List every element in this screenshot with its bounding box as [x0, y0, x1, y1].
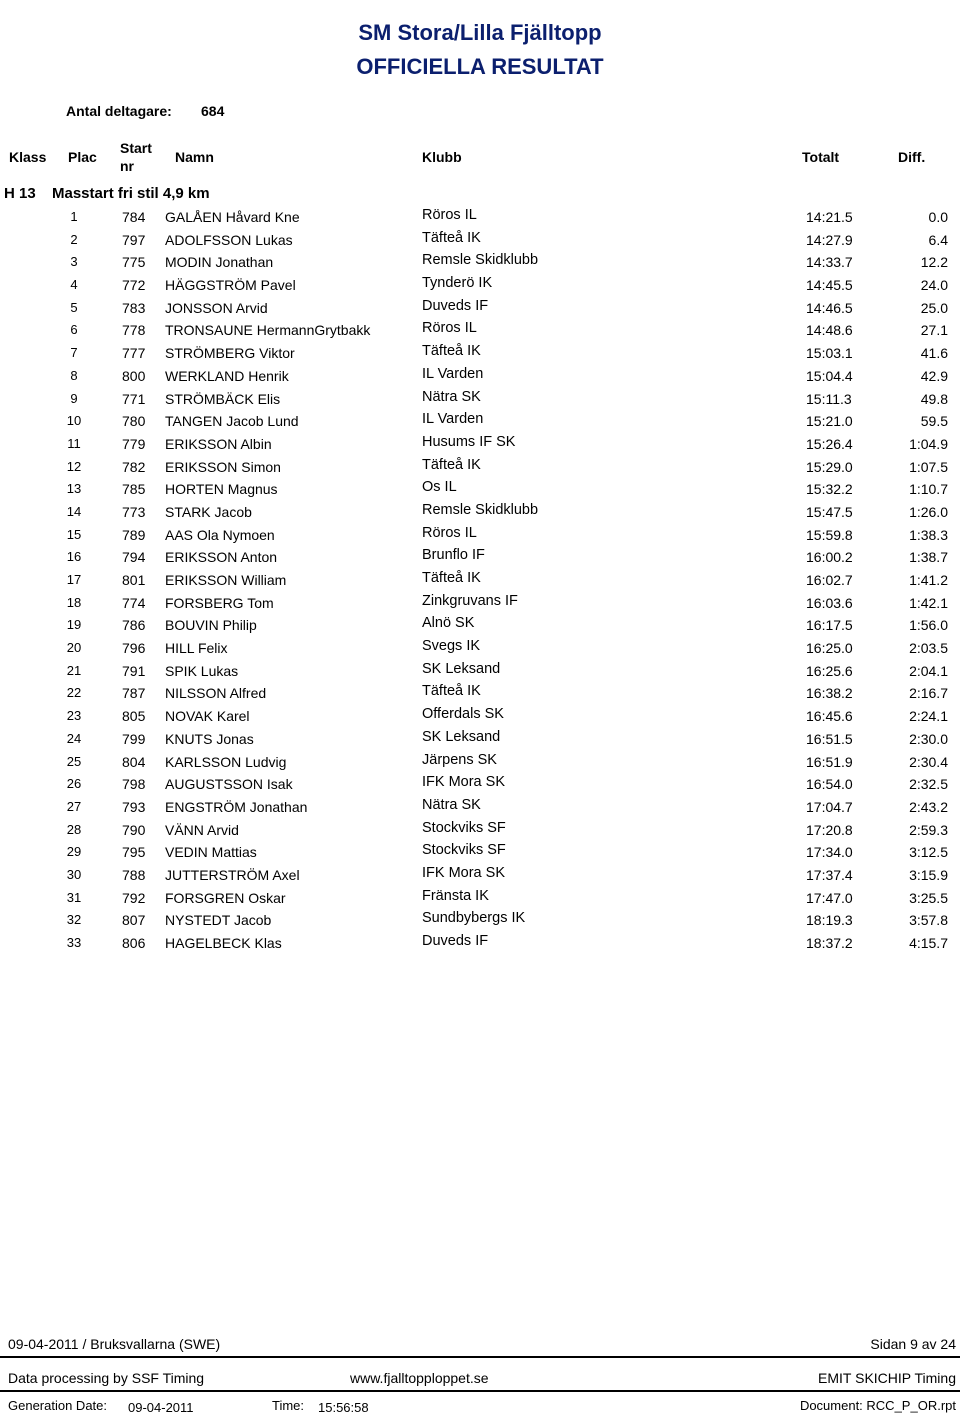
- placement: 33: [66, 935, 82, 950]
- result-row: [0, 342, 960, 365]
- athlete-name: AAS Ola Nymoen: [165, 526, 275, 543]
- placement: 32: [66, 912, 82, 928]
- start-number: 789: [122, 526, 146, 543]
- time-diff: 1:38.3: [909, 526, 948, 543]
- placement: 27: [66, 798, 82, 814]
- time-diff: 3:25.5: [909, 889, 948, 906]
- athlete-name: NOVAK Karel: [165, 708, 250, 725]
- club-name: Täfteå IK: [422, 456, 481, 473]
- result-row: [0, 637, 960, 660]
- result-row: [0, 365, 960, 388]
- total-time: 16:38.2: [806, 685, 853, 702]
- club-name: Offerdals SK: [422, 706, 504, 723]
- start-number: 798: [122, 776, 146, 793]
- total-time: 14:21.5: [806, 209, 853, 225]
- start-number: 778: [122, 322, 146, 339]
- athlete-name: ERIKSSON Albin: [165, 435, 272, 452]
- athlete-name: VEDIN Mattias: [165, 844, 257, 861]
- time-diff: 0.0: [928, 209, 948, 225]
- total-time: 15:26.4: [806, 435, 853, 452]
- time-diff: 2:24.1: [909, 708, 948, 725]
- total-time: 17:37.4: [806, 866, 853, 883]
- club-name: Remsle Skidklubb: [422, 501, 539, 518]
- placement: 15: [66, 526, 82, 542]
- time-diff: 3:57.8: [909, 912, 948, 929]
- start-number: 772: [122, 277, 146, 294]
- time-diff: 2:59.3: [909, 821, 948, 838]
- result-row: [0, 887, 960, 910]
- result-row: [0, 841, 960, 864]
- result-row: [0, 909, 960, 932]
- club-name: Täfteå IK: [422, 570, 481, 586]
- athlete-name: KARLSSON Ludvig: [165, 753, 287, 770]
- total-time: 15:29.0: [806, 458, 853, 475]
- start-number: 792: [122, 889, 146, 906]
- placement: 6: [70, 322, 78, 338]
- total-time: 16:45.6: [806, 708, 853, 725]
- athlete-name: BOUVIN Philip: [165, 617, 257, 634]
- club-name: Täfteå IK: [422, 343, 481, 360]
- athlete-name: HILL Felix: [165, 640, 228, 657]
- time-diff: 3:15.9: [909, 866, 948, 883]
- start-number: 793: [122, 798, 146, 815]
- total-time: 15:47.5: [806, 503, 853, 520]
- club-name: IFK Mora SK: [422, 774, 505, 791]
- total-time: 16:02.7: [806, 572, 853, 588]
- result-row: [0, 592, 960, 615]
- athlete-name: TANGEN Jacob Lund: [165, 413, 299, 430]
- placement: 1: [70, 209, 78, 224]
- start-number: 779: [122, 435, 146, 452]
- column-header-start: Start: [120, 140, 152, 156]
- time-diff: 1:07.5: [909, 458, 948, 475]
- column-header-klass: Klass: [9, 149, 47, 165]
- result-row: [0, 796, 960, 819]
- start-number: 784: [122, 209, 146, 225]
- club-name: Röros IL: [422, 320, 477, 337]
- placement: 16: [66, 549, 82, 565]
- footer-page: Sidan 9 av 24: [870, 1336, 956, 1352]
- time-diff: 1:38.7: [909, 549, 948, 566]
- time-diff: 25.0: [920, 299, 948, 316]
- athlete-name: HAGELBECK Klas: [165, 935, 282, 951]
- club-name: Röros IL: [422, 524, 477, 541]
- total-time: 17:47.0: [806, 889, 853, 906]
- class-group-heading: [4, 185, 210, 202]
- placement: 21: [66, 662, 82, 678]
- club-name: Röros IL: [422, 207, 477, 223]
- total-time: 15:59.8: [806, 526, 853, 543]
- participants-label: Antal deltagare:: [66, 103, 172, 119]
- club-name: Remsle Skidklubb: [422, 252, 539, 269]
- result-row: [0, 932, 960, 955]
- column-header-plac: Plac: [68, 149, 97, 165]
- time-diff: 1:56.0: [909, 617, 948, 634]
- result-row: [0, 410, 960, 433]
- start-number: 801: [122, 572, 146, 588]
- time-diff: 27.1: [920, 322, 948, 339]
- time-diff: 24.0: [920, 277, 948, 294]
- total-time: 15:03.1: [806, 345, 853, 362]
- club-name: Duveds IF: [422, 933, 489, 949]
- club-name: Nätra SK: [422, 796, 481, 813]
- time-diff: 1:26.0: [909, 503, 948, 520]
- column-header-klubb: Klubb: [422, 149, 462, 165]
- athlete-name: SPIK Lukas: [165, 662, 239, 679]
- athlete-name: TRONSAUNE HermannGrytbakk: [165, 322, 371, 339]
- athlete-name: AUGUSTSSON Isak: [165, 776, 293, 793]
- time-diff: 1:10.7: [909, 481, 948, 498]
- total-time: 16:51.5: [806, 730, 853, 747]
- time-diff: 1:42.1: [909, 594, 948, 611]
- athlete-name: JUTTERSTRÖM Axel: [165, 866, 300, 883]
- club-name: Zinkgruvans IF: [422, 592, 518, 609]
- club-name: IFK Mora SK: [422, 864, 505, 881]
- total-time: 16:25.6: [806, 662, 853, 679]
- time-diff: 2:16.7: [909, 685, 948, 702]
- total-time: 16:17.5: [806, 617, 853, 634]
- time-diff: 49.8: [920, 390, 948, 407]
- start-number: 794: [122, 549, 146, 566]
- footer-divider-bottom: [0, 1390, 960, 1392]
- result-row: [0, 682, 960, 705]
- placement: 31: [66, 889, 82, 905]
- placement: 8: [70, 367, 78, 383]
- athlete-name: HÄGGSTRÖM Pavel: [165, 277, 296, 294]
- total-time: 17:20.8: [806, 821, 853, 838]
- result-row: [0, 251, 960, 274]
- start-number: 774: [122, 594, 146, 611]
- participants-count: [66, 103, 224, 119]
- result-row: [0, 206, 960, 229]
- result-row: [0, 705, 960, 728]
- start-number: 791: [122, 662, 146, 679]
- placement: 23: [66, 708, 82, 724]
- result-row: [0, 319, 960, 342]
- club-name: Tynderö IK: [422, 275, 493, 292]
- column-header-nr: nr: [120, 158, 134, 174]
- event-title: SM Stora/Lilla Fjälltopp: [358, 20, 602, 45]
- result-row: [0, 229, 960, 252]
- column-header-diff: Diff.: [898, 149, 926, 165]
- footer-document: Document: RCC_P_OR.rpt: [799, 1398, 956, 1413]
- start-number: 777: [122, 345, 146, 362]
- start-number: 795: [122, 844, 146, 861]
- result-row: [0, 297, 960, 320]
- total-time: 14:48.6: [806, 322, 853, 339]
- placement: 4: [70, 277, 78, 293]
- athlete-name: ADOLFSSON Lukas: [165, 231, 293, 248]
- column-header-namn: Namn: [175, 149, 214, 165]
- placement: 24: [66, 730, 82, 746]
- result-row: [0, 614, 960, 637]
- result-row: [0, 569, 960, 592]
- time-diff: 2:43.2: [909, 798, 948, 815]
- total-time: 14:27.9: [806, 231, 853, 248]
- result-row: [0, 524, 960, 547]
- start-number: 786: [122, 617, 146, 634]
- footer-time-value: 15:56:58: [318, 1400, 369, 1415]
- placement: 20: [66, 640, 82, 656]
- club-name: SK Leksand: [422, 728, 501, 745]
- athlete-name: ERIKSSON Anton: [165, 549, 278, 566]
- start-number: 796: [122, 640, 146, 657]
- group-class: H 13: [4, 185, 36, 202]
- time-diff: 42.9: [920, 367, 948, 384]
- club-name: Svegs IK: [422, 638, 481, 655]
- placement: 30: [66, 866, 82, 882]
- placement: 11: [67, 435, 81, 451]
- club-name: Täfteå IK: [422, 683, 481, 700]
- total-time: 18:37.2: [806, 935, 853, 951]
- club-name: SK Leksand: [422, 660, 501, 677]
- start-number: 799: [122, 730, 146, 747]
- placement: 5: [70, 299, 78, 315]
- athlete-name: KNUTS Jonas: [165, 730, 254, 747]
- club-name: Duveds IF: [422, 297, 489, 314]
- start-number: 800: [122, 367, 146, 384]
- club-name: Brunflo IF: [422, 547, 485, 564]
- start-number: 775: [122, 254, 146, 271]
- total-time: 16:51.9: [806, 753, 853, 770]
- start-number: 788: [122, 866, 146, 883]
- club-name: Os IL: [422, 479, 457, 496]
- placement: 7: [70, 345, 78, 361]
- total-time: 18:19.3: [806, 912, 853, 929]
- start-number: 790: [122, 821, 146, 838]
- total-time: 15:04.4: [806, 367, 853, 384]
- group-title: Masstart fri stil 4,9 km: [52, 185, 210, 202]
- club-name: Husums IF SK: [422, 433, 516, 450]
- total-time: 14:33.7: [806, 254, 853, 271]
- athlete-name: ENGSTRÖM Jonathan: [165, 798, 308, 815]
- club-name: Sundbybergs IK: [422, 910, 526, 927]
- total-time: 16:03.6: [806, 594, 853, 611]
- athlete-name: WERKLAND Henrik: [165, 367, 289, 384]
- time-diff: 59.5: [920, 413, 948, 430]
- time-diff: 1:04.9: [909, 435, 948, 452]
- result-row: [0, 773, 960, 796]
- club-name: IL Varden: [422, 411, 484, 428]
- result-row: [0, 388, 960, 411]
- athlete-name: STRÖMBERG Viktor: [165, 345, 295, 362]
- athlete-name: NILSSON Alfred: [165, 685, 267, 702]
- total-time: 15:32.2: [806, 481, 853, 498]
- placement: 28: [66, 821, 82, 837]
- placement: 22: [66, 685, 82, 701]
- time-diff: 3:12.5: [909, 844, 948, 861]
- time-diff: 2:03.5: [909, 640, 948, 657]
- start-number: 783: [122, 299, 146, 316]
- results-table: [0, 206, 960, 955]
- result-row: [0, 728, 960, 751]
- placement: 17: [66, 572, 82, 587]
- result-row: [0, 864, 960, 887]
- start-number: 782: [122, 458, 146, 475]
- placement: 14: [66, 503, 82, 519]
- athlete-name: FORSBERG Tom: [165, 594, 274, 611]
- athlete-name: FORSGREN Oskar: [165, 889, 286, 906]
- placement: 13: [66, 481, 82, 497]
- total-time: 14:46.5: [806, 299, 853, 316]
- participants-value: 684: [201, 103, 225, 119]
- result-row: [0, 546, 960, 569]
- time-diff: 6.4: [928, 231, 948, 248]
- start-number: 780: [122, 413, 146, 430]
- club-name: Fränsta IK: [422, 887, 489, 904]
- total-time: 16:00.2: [806, 549, 853, 566]
- result-row: [0, 433, 960, 456]
- club-name: Alnö SK: [422, 615, 475, 632]
- time-diff: 2:30.0: [909, 730, 948, 747]
- athlete-name: STARK Jacob: [165, 503, 252, 520]
- result-row: [0, 660, 960, 683]
- placement: 10: [66, 413, 82, 429]
- column-header-start-nr: [120, 139, 152, 175]
- total-time: 17:34.0: [806, 844, 853, 861]
- placement: 25: [66, 753, 82, 769]
- athlete-name: VÄNN Arvid: [165, 821, 239, 838]
- club-name: Järpens SK: [422, 751, 497, 768]
- result-row: [0, 819, 960, 842]
- placement: 2: [70, 231, 78, 247]
- total-time: 15:11.3: [806, 390, 852, 407]
- footer-divider-top: [0, 1356, 960, 1358]
- start-number: 771: [122, 390, 146, 407]
- total-time: 15:21.0: [806, 413, 853, 430]
- time-diff: 4:15.7: [909, 935, 948, 951]
- club-name: Nätra SK: [422, 388, 481, 405]
- result-row: [0, 751, 960, 774]
- athlete-name: ERIKSSON William: [165, 572, 287, 588]
- placement: 3: [70, 254, 78, 270]
- start-number: 806: [122, 935, 146, 951]
- footer-website[interactable]: www.fjalltopploppet.se: [350, 1370, 489, 1386]
- start-number: 785: [122, 481, 146, 498]
- club-name: Stockviks SF: [422, 819, 506, 836]
- total-time: 17:04.7: [806, 798, 853, 815]
- placement: 9: [70, 390, 78, 406]
- time-diff: 2:30.4: [909, 753, 948, 770]
- club-name: Stockviks SF: [422, 842, 506, 859]
- placement: 18: [66, 594, 82, 610]
- start-number: 797: [122, 231, 146, 248]
- time-diff: 2:32.5: [909, 776, 948, 793]
- footer-generation-date: 09-04-2011: [128, 1400, 194, 1415]
- start-number: 787: [122, 685, 146, 702]
- footer-data-processing: Data processing by SSF Timing: [8, 1370, 205, 1386]
- footer-timing: EMIT SKICHIP Timing: [818, 1370, 956, 1386]
- athlete-name: STRÖMBÄCK Elis: [165, 390, 281, 407]
- club-name: IL Varden: [422, 365, 484, 382]
- placement: 26: [66, 776, 82, 792]
- footer-generation-label: Generation Date:: [8, 1398, 108, 1413]
- time-diff: 41.6: [920, 345, 948, 362]
- athlete-name: GALÅEN Håvard Kne: [165, 209, 300, 225]
- result-row: [0, 274, 960, 297]
- start-number: 773: [122, 503, 146, 520]
- club-name: Täfteå IK: [422, 229, 481, 246]
- time-diff: 1:41.2: [909, 572, 948, 588]
- column-header-totalt: Totalt: [802, 149, 840, 165]
- athlete-name: HORTEN Magnus: [165, 481, 278, 498]
- placement: 19: [66, 617, 82, 633]
- start-number: 804: [122, 753, 146, 770]
- result-row: [0, 478, 960, 501]
- footer-date-place: 09-04-2011 / Bruksvallarna (SWE): [8, 1336, 221, 1352]
- total-time: 16:25.0: [806, 640, 853, 657]
- athlete-name: JONSSON Arvid: [165, 299, 268, 316]
- results-title: OFFICIELLA RESULTAT: [356, 54, 604, 79]
- athlete-name: NYSTEDT Jacob: [165, 912, 272, 929]
- result-row: [0, 456, 960, 479]
- placement: 29: [66, 844, 82, 860]
- time-diff: 2:04.1: [909, 662, 948, 679]
- footer-time-label: Time:: [272, 1398, 305, 1413]
- total-time: 14:45.5: [806, 277, 853, 294]
- start-number: 807: [122, 912, 146, 929]
- total-time: 16:54.0: [806, 776, 853, 793]
- start-number: 805: [122, 708, 146, 725]
- placement: 12: [66, 458, 82, 474]
- athlete-name: MODIN Jonathan: [165, 254, 274, 271]
- result-row: [0, 501, 960, 524]
- athlete-name: ERIKSSON Simon: [165, 458, 281, 475]
- time-diff: 12.2: [920, 254, 948, 271]
